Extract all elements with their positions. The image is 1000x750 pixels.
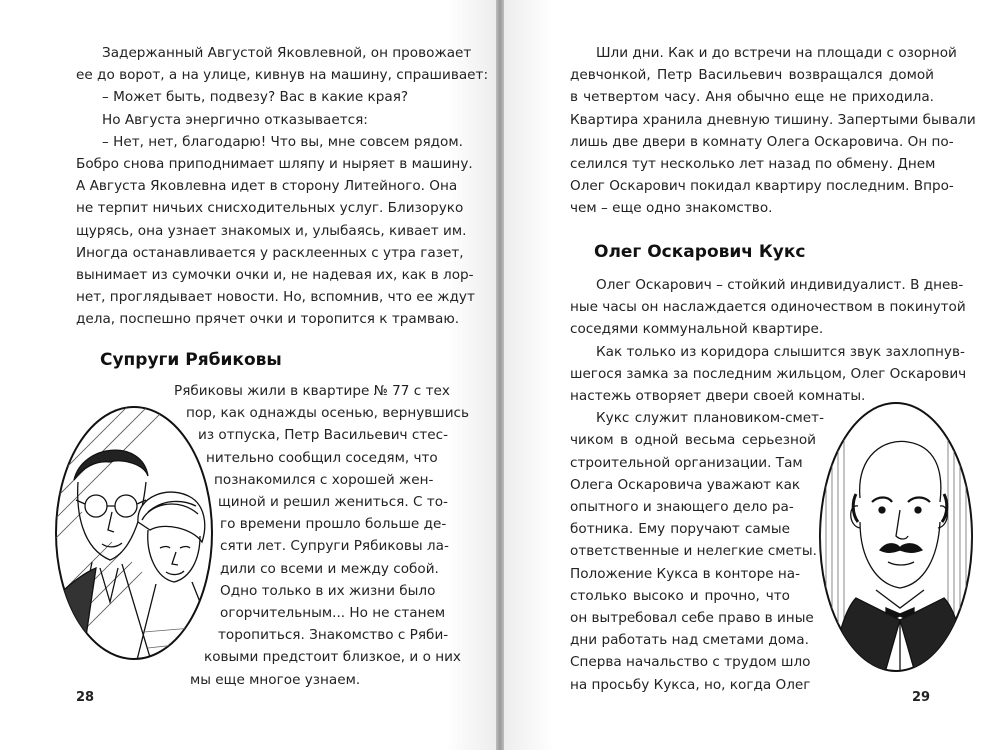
text-line: Олега Оскаровича уважают как — [570, 476, 801, 493]
text-line: дела, поспешно прячет очки и торопится к трамваю. — [76, 311, 460, 328]
text-line: настежь отворяет двери своей комнаты. — [570, 388, 866, 405]
text-line: мы еще многое узнаем. — [190, 671, 361, 688]
left-section-text — [0, 380, 496, 691]
text-line: селился тут несколько лет назад по обмену. Днем — [570, 156, 936, 173]
text-line: ботника. Ему поручают самые — [570, 521, 790, 538]
left-intro-text — [76, 42, 489, 331]
text-line: Но Августа энергично отказывается: — [102, 111, 368, 128]
text-line: в четвертом часу. Аня обычно еще не приходила. — [570, 89, 934, 106]
text-line: А Августа Яковлевна идет в сторону Литейного. Она — [76, 178, 458, 195]
text-line: Шли дни. Как и до встречи на площади с озорной — [596, 45, 957, 61]
section-heading: Супруги Рябиковы — [100, 350, 282, 370]
text-line: Как только из коридора слышится звук захлопнув- — [596, 343, 965, 360]
text-line: опытного и знающего дело ра- — [570, 499, 794, 516]
text-line: нет, проглядывает новости. Но, вспомнив, что ее ждут — [76, 289, 475, 306]
section-heading: Олег Оскарович Кукс — [594, 242, 806, 262]
right-intro-text — [570, 42, 976, 220]
text-line: девчонкой, Петр Васильевич возвращался домой — [570, 67, 934, 84]
text-line: Бобро снова приподнимает шляпу и ныряет в машину. — [76, 156, 473, 173]
text-line: торопиться. Знакомство с Ряби- — [218, 627, 449, 644]
text-line: лишь две двери в комнату Олега Оскаровича. Он по- — [570, 133, 954, 150]
text-line: пор, как однажды осенью, вернувшись — [186, 405, 470, 422]
text-line: щиной и решил жениться. С то- — [218, 494, 448, 511]
text-line: строительной организации. Там — [570, 454, 803, 471]
left-page — [0, 0, 496, 750]
text-line: Квартира хранила дневную тишину. Запертыми бывали — [570, 111, 976, 128]
text-line: Олег Оскарович – стойкий индивидуалист. В днев- — [596, 277, 964, 293]
text-line: он вытребовал себе право в иные — [570, 610, 814, 627]
text-line: шегося замка за последним жильцом, Олег Оскарович — [570, 365, 967, 382]
text-line: нительно сообщил соседям, что — [206, 449, 438, 466]
text-line: познакомился с хорошей жен- — [214, 471, 434, 488]
text-line: Олег Оскарович покидал квартиру последним. Впро- — [570, 178, 954, 195]
text-line: го времени прошло больше де- — [220, 516, 447, 533]
page-number: 29 — [912, 690, 931, 705]
text-line: ковыми предстоит близкое, и о них — [204, 649, 461, 666]
text-line: чиком в одной весьма серьезной — [570, 432, 816, 449]
text-line: дни работать над сметами дома. — [570, 632, 809, 649]
text-line: ответственные и нелегкие сметы. — [570, 543, 817, 560]
text-line: Задержанный Августой Яковлевной, он провожает — [102, 45, 472, 61]
right-page — [504, 0, 1000, 750]
text-line: столько высоко и прочно, что — [570, 587, 790, 604]
text-line: дили со всеми и между собой. — [220, 560, 439, 577]
text-line: Положение Кукса в конторе на- — [570, 565, 801, 582]
text-line: чем – еще одно знакомство. — [570, 200, 773, 217]
text-line: щурясь, она узнает знакомых и, улыбаясь, кивает им. — [76, 222, 467, 239]
text-line: соседями коммунальной квартире. — [570, 321, 824, 338]
text-line: ее до ворот, а на улице, кивнув на машину, спрашивает: — [76, 67, 489, 84]
right-section-text — [504, 274, 1000, 696]
text-line: Одно только в их жизни было — [220, 582, 436, 599]
text-line: – Может быть, подвезу? Вас в какие края? — [102, 89, 409, 106]
text-line: вынимает из сумочки очки и, не надевая их, как в лор- — [76, 267, 474, 284]
text-line: – Нет, нет, благодарю! Что вы, мне совсем рядом. — [102, 133, 463, 150]
book-gutter — [496, 0, 504, 750]
text-line: огорчительным... Но не станем — [220, 605, 446, 622]
text-line: не терпит ничьих снисходительных услуг. Близоруко — [76, 200, 464, 217]
text-line: сяти лет. Супруги Рябиковы ла- — [220, 538, 449, 555]
text-line: на просьбу Кукса, но, когда Олег — [570, 676, 811, 693]
text-line: Кукс служит плановиком-смет- — [596, 410, 824, 427]
text-line: Иногда останавливается у расклеенных с утра газет, — [76, 244, 464, 261]
text-line: Сперва начальство с трудом шло — [570, 654, 811, 671]
text-line: из отпуска, Петр Васильевич стес- — [198, 427, 449, 444]
text-line: Рябиковы жили в квартире № 77 с тех — [174, 383, 450, 399]
page-number: 28 — [76, 690, 95, 705]
text-line: ные часы он наслаждается одиночеством в покинутой — [570, 299, 966, 316]
